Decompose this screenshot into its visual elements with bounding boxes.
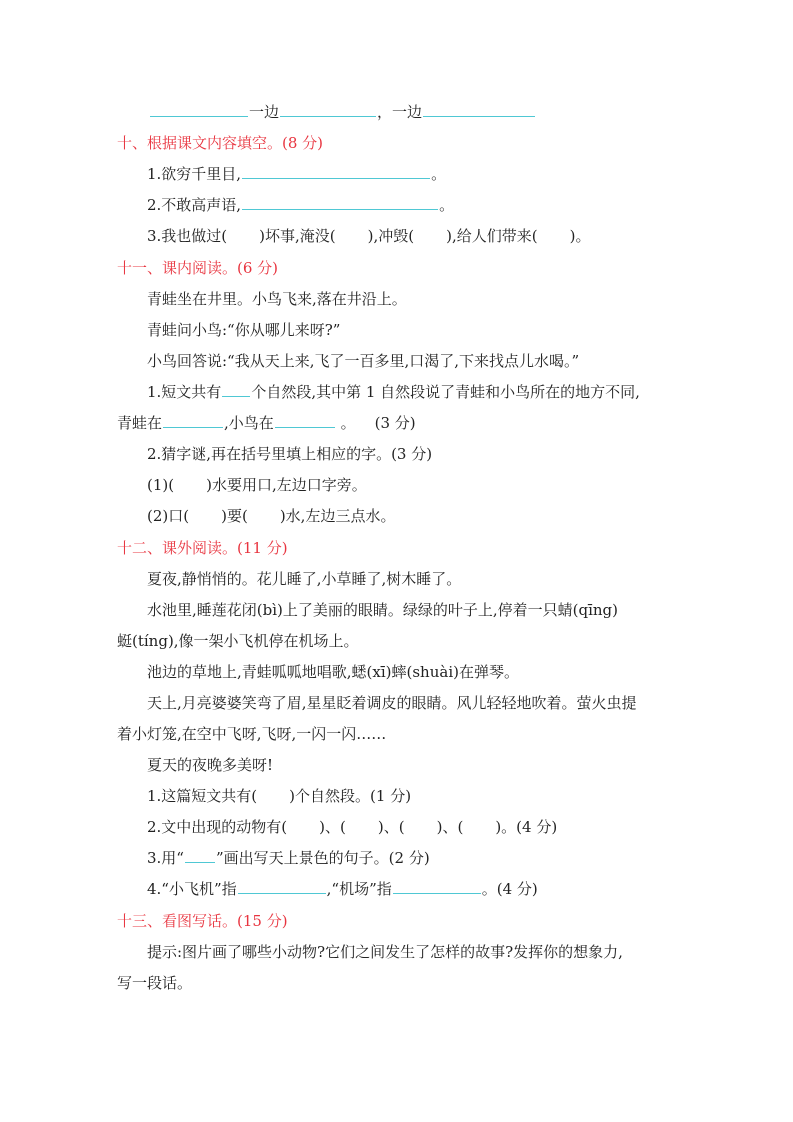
text: ,小鸟在 (224, 414, 274, 432)
section-12-para-1: 夏夜,静悄悄的。花儿睡了,小草睡了,树木睡了。 (147, 570, 462, 588)
text: 1.这篇短文共有( (147, 787, 258, 805)
section-12-q2 (147, 817, 557, 837)
section-12-para-2: 水池里,睡莲花闭(bì)上了美丽的眼睛。绿绿的叶子上,停着一只蜻(qīng) (147, 601, 619, 619)
section-11-para-1: 青蛙坐在井里。小鸟飞来,落在井沿上。 (147, 290, 407, 308)
blank-line[interactable] (423, 102, 535, 117)
blank-line[interactable] (242, 164, 430, 179)
text: 。 (431, 165, 447, 183)
blank-line[interactable] (238, 879, 326, 894)
text: 。 (3 分) (335, 414, 416, 432)
text: )个自然段。(1 分) (289, 787, 412, 805)
text: 1.短文共有 (147, 383, 222, 401)
text: )。 (569, 227, 591, 245)
text: )坏事,淹没( (259, 227, 336, 245)
section-12-para-4-cont: 着小灯笼,在空中飞呀,飞呀,一闪一闪…… (117, 725, 387, 743)
text: ),冲毁( (367, 227, 415, 245)
section-13-title: 十三、看图写话。(15 分) (117, 912, 288, 930)
text: ),给人们带来( (446, 227, 538, 245)
text: (1)( (147, 476, 175, 494)
blank-line[interactable] (150, 102, 248, 117)
blank-line[interactable] (185, 848, 215, 863)
text: 青蛙在 (117, 414, 163, 432)
section-10-q2 (147, 195, 454, 215)
section-11-para-2: 青蛙问小鸟:“你从哪儿来呀?” (147, 321, 341, 339)
section-12-q3 (147, 848, 430, 868)
section-11-para-3: 小鸟回答说:“我从天上来,飞了一百多里,口渴了,下来找点儿水喝。” (147, 352, 580, 370)
section-11-q2-2 (147, 506, 395, 526)
text: ”画出写天上景色的句子。(2 分) (215, 849, 430, 867)
section-12-para-4: 天上,月亮婆婆笑弯了眉,星星眨着调皮的眼睛。风儿轻轻地吹着。萤火虫提 (147, 694, 637, 712)
section-13-hint-cont: 写一段话。 (117, 974, 193, 992)
section-12-q1 (147, 786, 411, 806)
text: 3.我也做过( (147, 227, 228, 245)
section-11-q2: 2.猜字谜,再在括号里填上相应的字。(3 分) (147, 445, 433, 463)
section-13-hint: 提示:图片画了哪些小动物?它们之间发生了怎样的故事?发挥你的想象力, (147, 943, 623, 961)
section-11-q2-1 (147, 475, 367, 495)
section-12-para-5: 夏天的夜晚多美呀! (147, 756, 274, 774)
text: 2.文中出现的动物有( (147, 818, 288, 836)
section-11-title: 十一、课内阅读。(6 分) (117, 259, 279, 277)
text: )水,左边三点水。 (279, 507, 396, 525)
text: 2.不敢高声语, (147, 196, 242, 214)
text: 4.“小飞机”指 (147, 880, 237, 898)
section-12-title: 十二、课外阅读。(11 分) (117, 539, 288, 557)
text: 。(4 分) (481, 880, 538, 898)
text: )、( (377, 818, 405, 836)
text: )、( (436, 818, 464, 836)
text: )要( (221, 507, 248, 525)
text: ，一边 (377, 103, 423, 121)
text: 3.用“ (147, 849, 184, 867)
blank-line[interactable] (222, 382, 250, 397)
blank-line[interactable] (242, 195, 438, 210)
text: )、( (319, 818, 346, 836)
text: )。(4 分) (495, 818, 558, 836)
section-11-q1 (147, 382, 640, 402)
section-11-q1-cont (117, 413, 416, 433)
text: 个自然段,其中第 1 自然段说了青蛙和小鸟所在的地方不同, (251, 383, 640, 401)
text: 一边 (249, 103, 280, 121)
section-12-q4 (147, 879, 538, 899)
top-fill-line (149, 102, 536, 122)
text: 1.欲穷千里目, (147, 165, 242, 183)
text: ,“机场”指 (326, 880, 392, 898)
text: )水要用口,左边口字旁。 (206, 476, 367, 494)
blank-line[interactable] (163, 413, 223, 428)
section-12-para-2-cont: 蜓(tíng),像一架小飞机停在机场上。 (117, 632, 359, 650)
section-10-q1 (147, 164, 446, 184)
blank-line[interactable] (393, 879, 481, 894)
blank-line[interactable] (275, 413, 335, 428)
text: 。 (439, 196, 455, 214)
section-12-para-3: 池边的草地上,青蛙呱呱地唱歌,蟋(xī)蟀(shuài)在弹琴。 (147, 663, 519, 681)
text: (2)口( (147, 507, 190, 525)
section-10-q3 (147, 226, 590, 246)
blank-line[interactable] (280, 102, 376, 117)
section-10-title: 十、根据课文内容填空。(8 分) (117, 134, 324, 152)
